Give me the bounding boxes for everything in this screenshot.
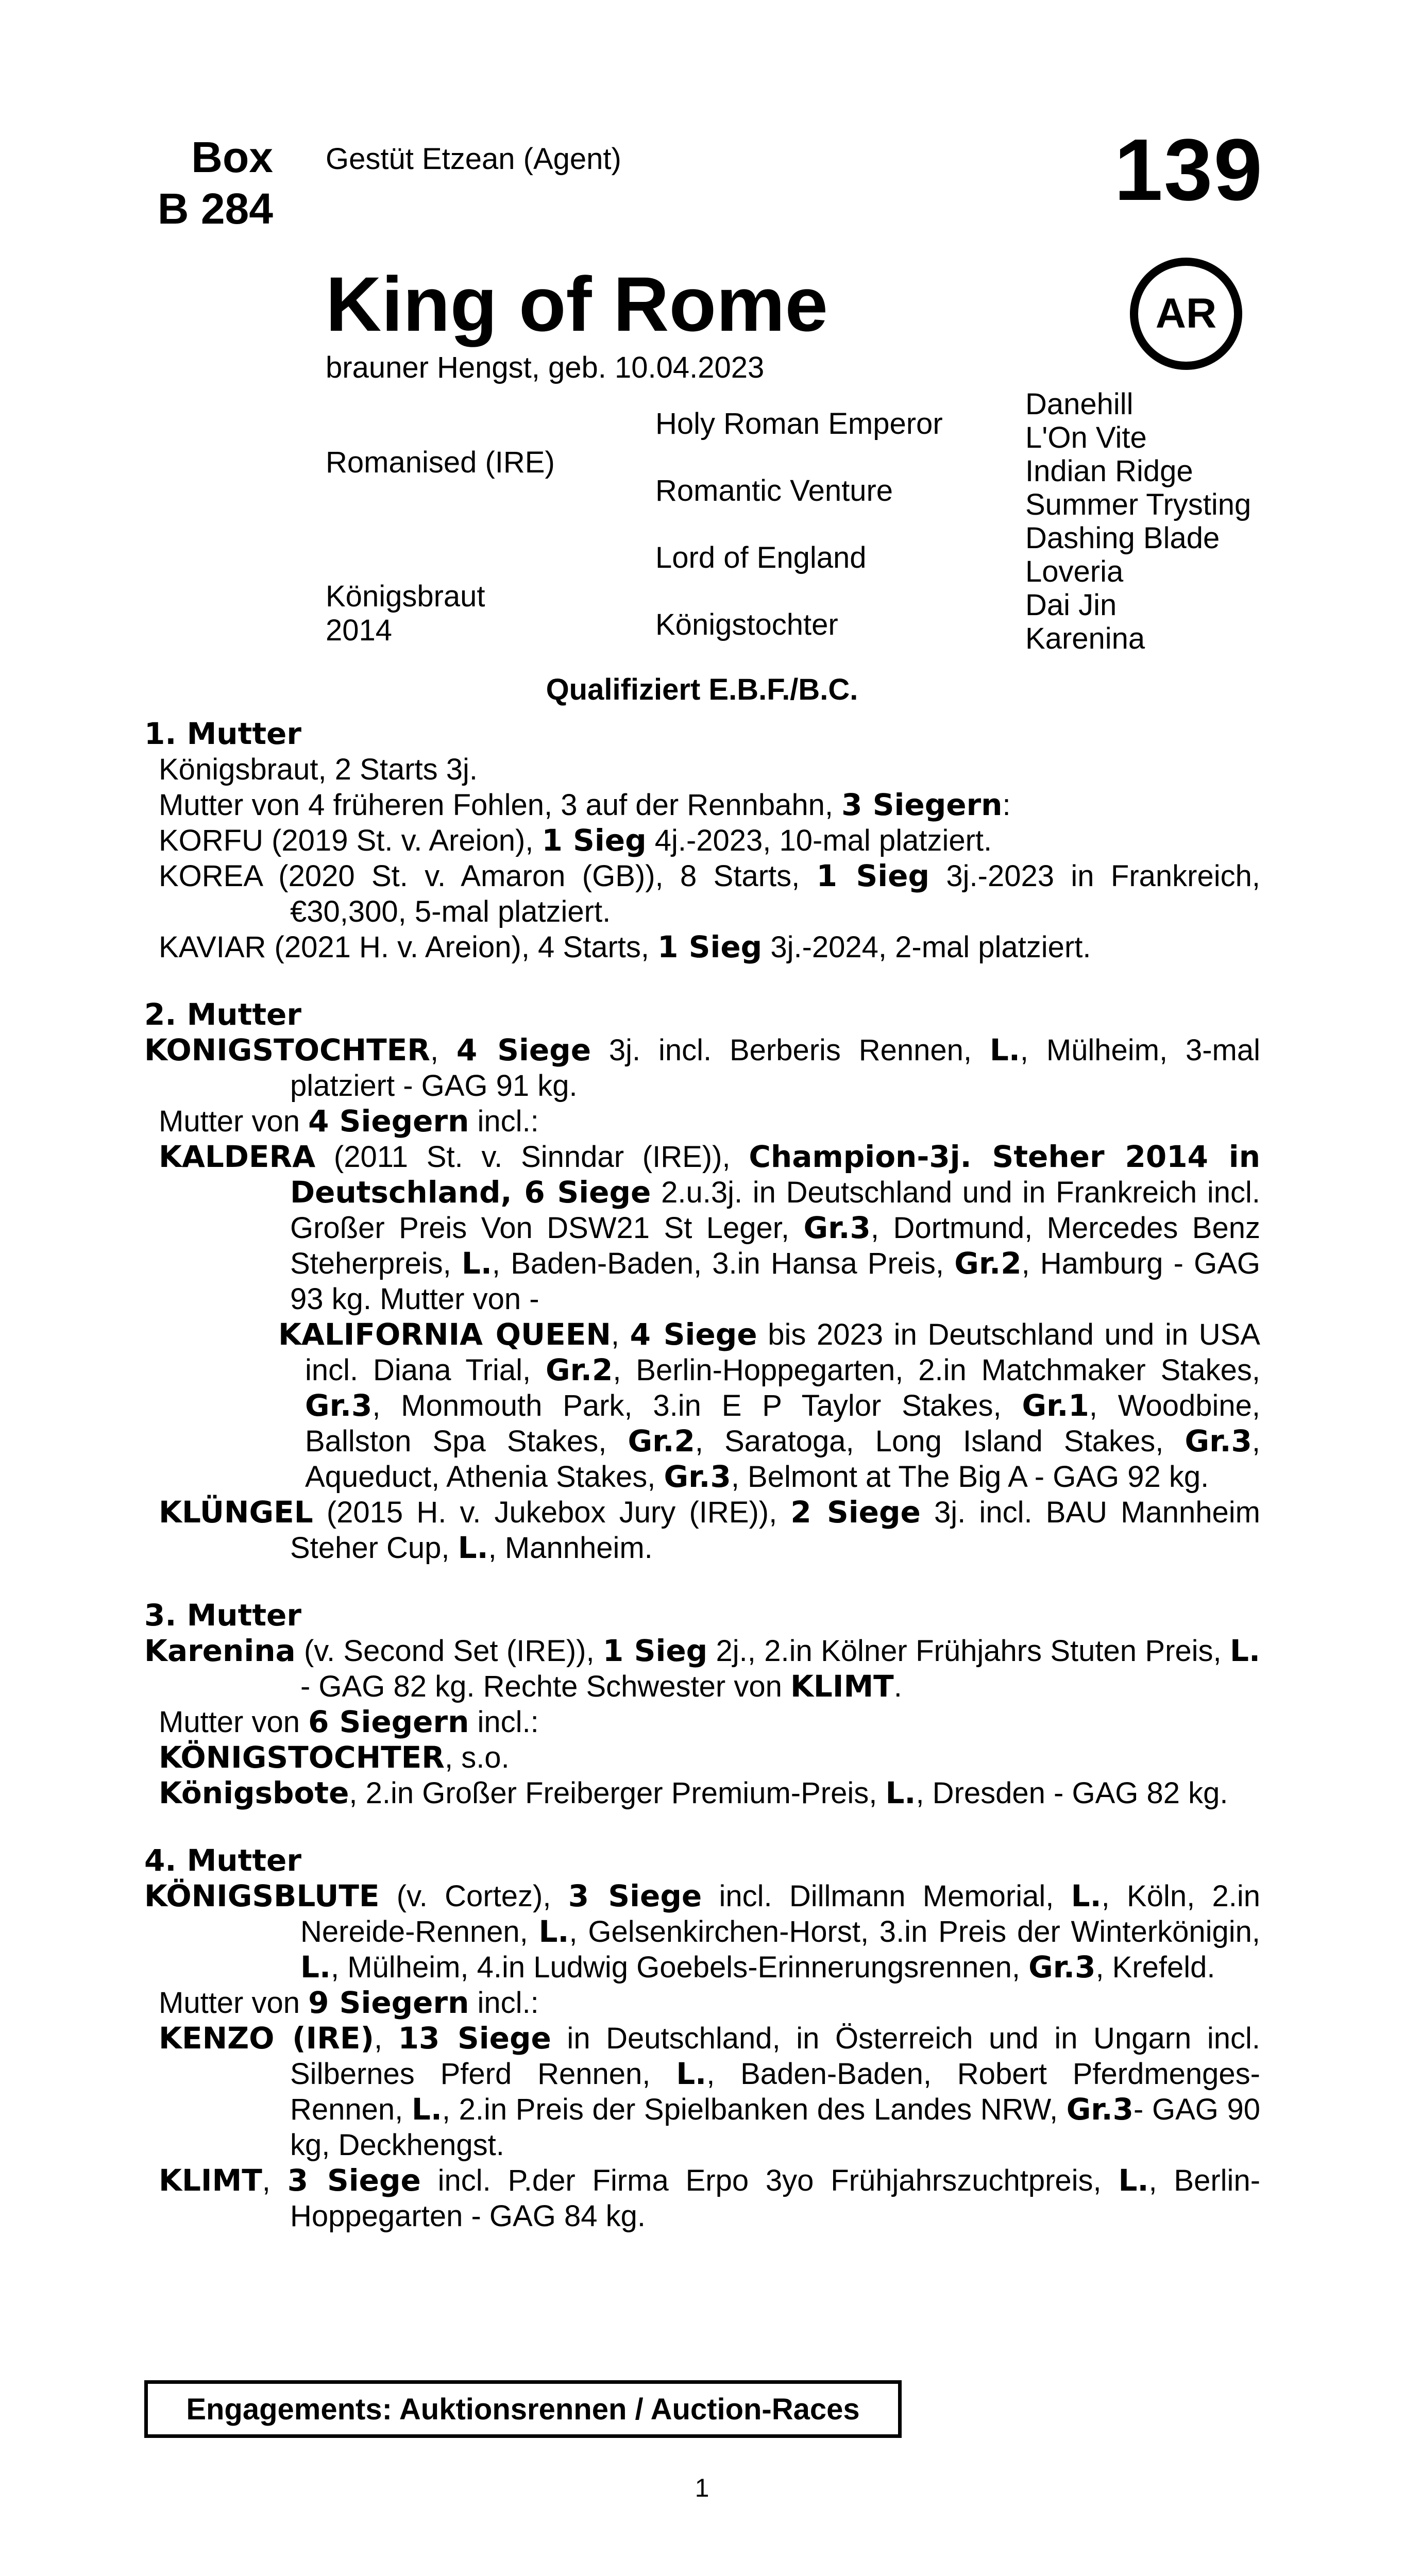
pedigree-sire-sire: Holy Roman Emperor [655, 407, 943, 440]
pedigree-ggp: Summer Trysting [1025, 488, 1251, 521]
dam2-line: KONIGSTOCHTER, 4 Siege 3j. incl. Berberis Rennen, L., Mülheim, 3-mal platziert - GAG 91 kg. [144, 1032, 1260, 1103]
dam2-offspring: KALDERA (2011 St. v. Sinndar (IRE)), Champion-3j. Steher 2014 in Deutschland, 6 Siege 2.u.3j. in Deutschland und in Frankreich incl. Großer Preis Von DSW21 St Leger, Gr.3, Dortmund, Mercedes Benz Steherpreis, L., Baden-Baden, 3.in Hansa Preis, Gr.2, Hamburg - GAG 93 kg. Mutter von - [159, 1139, 1261, 1316]
pedigree-dam-dam: Königstochter [655, 608, 838, 641]
dam4-offspring: KLIMT, 3 Siege incl. P.der Firma Erpo 3yo Frühjahrszuchtpreis, L., Berlin-Hoppegarten - GAG 84 kg. [159, 2163, 1261, 2233]
dam3-line: Mutter von 6 Siegern incl.: [159, 1704, 539, 1739]
dam2-grand-offspring: KALIFORNIA QUEEN, 4 Siege bis 2023 in Deutschland und in USA incl. Diana Trial, Gr.2, Berlin-Hoppegarten, 2.in Matchmaker Stakes, Gr.3, Monmouth Park, 3.in E P Taylor Stakes, Gr.1, Woodbine, Ballston Spa Stakes, Gr.2, Saratoga, Long Island Stakes, Gr.3, Aqueduct, Athenia Stakes, Gr.3, Belmont at The Big A - GAG 92 kg. [278, 1317, 1260, 1494]
horse-name: King of Rome [326, 261, 828, 347]
pedigree-ggp: Karenina [1025, 622, 1145, 655]
pedigree-dam-year: 2014 [326, 614, 393, 647]
dam2-title: 2. Mutter [144, 997, 301, 1032]
family-section [144, 716, 1260, 2234]
dam3-line: Karenina (v. Second Set (IRE)), 1 Sieg 2j., 2.in Kölner Frühjahrs Stuten Preis, L. - GAG 82 kg. Rechte Schwester von KLIMT. [144, 1633, 1260, 1704]
ar-badge-text: AR [1155, 290, 1217, 337]
dam1-offspring: KORFU (2019 St. v. Areion), 1 Sieg 4j.-2023, 10-mal platziert. [159, 823, 992, 858]
dam1-line: Königsbraut, 2 Starts 3j. [159, 753, 478, 786]
box-number: B 284 [157, 184, 273, 233]
ar-badge [1130, 258, 1242, 370]
dam1-offspring: KAVIAR (2021 H. v. Areion), 4 Starts, 1 Sieg 3j.-2024, 2-mal platziert. [159, 929, 1091, 964]
pedigree-ggp: Danehill [1025, 387, 1134, 421]
engagements-text: Engagements: Auktionsrennen / Auction-Races [186, 2392, 860, 2426]
dam4-line: Mutter von 9 Siegern incl.: [159, 1985, 539, 2020]
qualification: Qualifiziert E.B.F./B.C. [546, 673, 858, 706]
dam4-line: KÖNIGSBLUTE (v. Cortez), 3 Siege incl. Dillmann Memorial, L., Köln, 2.in Nereide-Rennen, L., Gelsenkirchen-Horst, 3.in Preis der Winterkönigin, L., Mülheim, 4.in Ludwig Goebels-Erinnerungsrennen, Gr.3, Krefeld. [144, 1878, 1261, 1985]
dam3-offspring: KÖNIGSTOCHTER, s.o. [159, 1740, 510, 1775]
dam3-title: 3. Mutter [144, 1598, 301, 1633]
pedigree-ggp: Indian Ridge [1025, 454, 1193, 488]
pedigree-dam-sire: Lord of England [655, 541, 867, 574]
box-word: Box [191, 133, 273, 181]
dam4-offspring: KENZO (IRE), 13 Siege in Deutschland, in Österreich und in Ungarn incl. Silbernes Pferd Rennen, L., Baden-Baden, Robert Pferdmenges-Rennen, L., 2.in Preis der Spielbanken des Landes NRW, Gr.3- GAG 90 kg, Deckhengst. [159, 2021, 1260, 2162]
dam4-title: 4. Mutter [144, 1843, 301, 1878]
dam1-title: 1. Mutter [144, 716, 301, 751]
horse-description: brauner Hengst, geb. 10.04.2023 [326, 351, 765, 384]
dam2-line: Mutter von 4 Siegern incl.: [159, 1104, 539, 1139]
dam1-line: Mutter von 4 früheren Fohlen, 3 auf der Rennbahn, 3 Siegern: [159, 787, 1011, 822]
dam2-offspring: KLÜNGEL (2015 H. v. Jukebox Jury (IRE)), 2 Siege 3j. incl. BAU Mannheim Steher Cup, L., Mannheim. [159, 1495, 1260, 1565]
pedigree-sire-dam: Romantic Venture [655, 474, 893, 507]
pedigree-great-grandparents [1025, 387, 1251, 655]
consignor: Gestüt Etzean (Agent) [326, 142, 621, 176]
pedigree-ggp: Dai Jin [1025, 588, 1117, 622]
dam3-offspring: Königsbote, 2.in Großer Freiberger Premium-Preis, L., Dresden - GAG 82 kg. [159, 1775, 1228, 1810]
lot-number: 139 [1114, 121, 1263, 219]
box-label [144, 131, 273, 234]
pedigree-dam-name: Königsbraut [326, 580, 485, 613]
pedigree-ggp: L'On Vite [1025, 421, 1147, 454]
engagements-box [144, 2380, 902, 2438]
pedigree-ggp: Loveria [1025, 555, 1124, 588]
pedigree-sire: Romanised (IRE) [326, 446, 555, 479]
page-number: 1 [695, 2473, 709, 2502]
pedigree-dam [326, 580, 485, 648]
pedigree-ggp: Dashing Blade [1025, 521, 1220, 555]
dam1-offspring: KOREA (2020 St. v. Amaron (GB)), 8 Starts, 1 Sieg 3j.-2023 in Frankreich, €30,300, 5-mal platziert. [159, 858, 1261, 928]
